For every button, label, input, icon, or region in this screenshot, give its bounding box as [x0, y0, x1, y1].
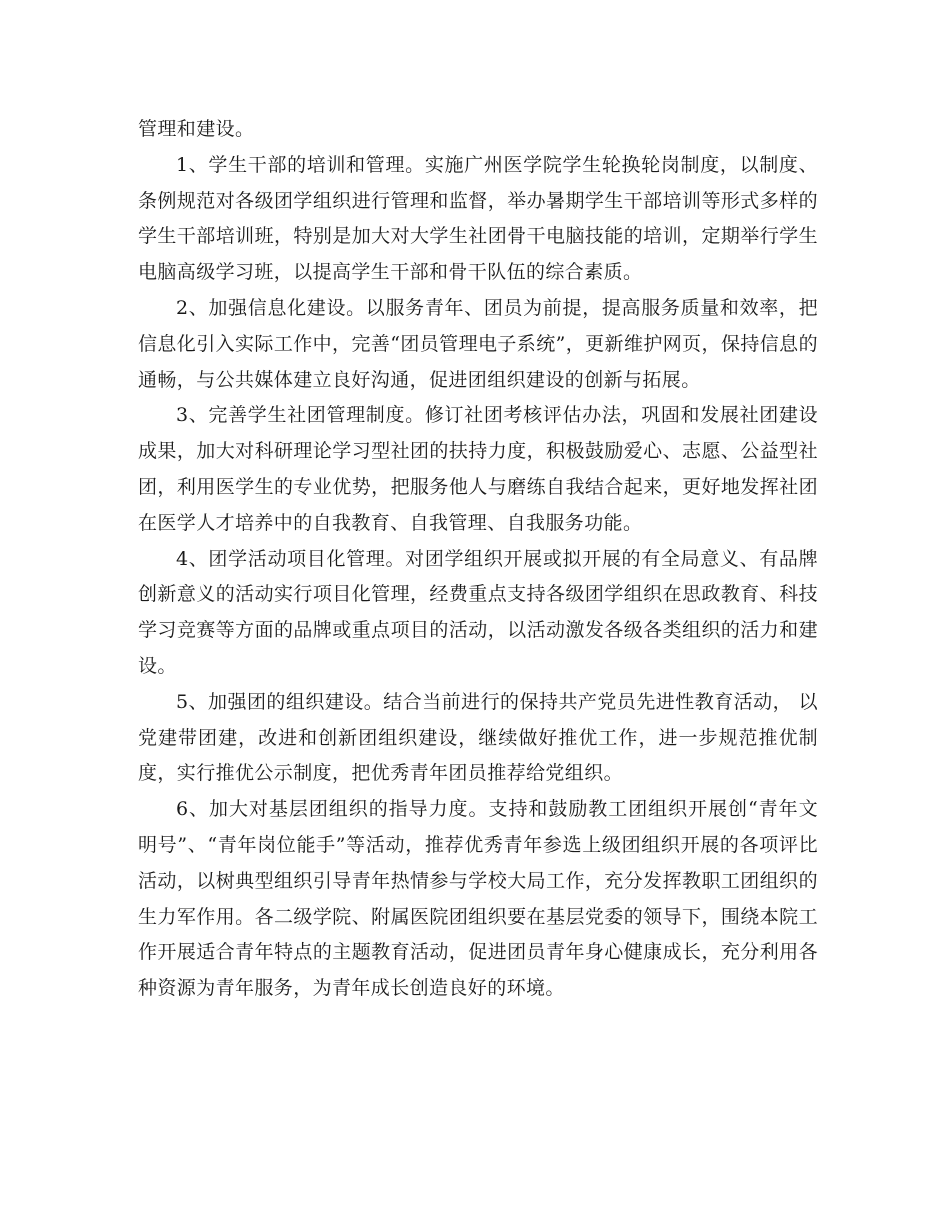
paragraph-item-2: 2、加强信息化建设。以服务青年、团员为前提，提高服务质量和效率，把信息化引入实际工作中，完善“团员管理电子系统”，更新维护网页，保持信息的通畅，与公共媒体建立良好沟通，促进团组织建设的创新与拓展。	[138, 296, 818, 391]
paragraph-item-5: 5、加强团的组织建设。结合当前进行的保持共产党员先进性教育活动， 以党建带团建，改进和创新团组织建设，继续做好推优工作，进一步规范推优制度，实行推优公示制度，把优秀青年团员推荐给党组织。	[138, 690, 818, 785]
paragraph-continuation: 管理和建设。	[138, 118, 255, 140]
document-body	[138, 112, 818, 1007]
paragraph-item-1: 1、学生干部的培训和管理。实施广州医学院学生轮换轮岗制度，以制度、条例规范对各级团学组织进行管理和监督，举办暑期学生干部培训等形式多样的学生干部培训班，特别是加大对大学生社团骨干电脑技能的培训，定期举行学生电脑高级学习班，以提高学生干部和骨干队伍的综合素质。	[138, 153, 818, 284]
paragraph-item-4: 4、团学活动项目化管理。对团学组织开展或拟开展的有全局意义、有品牌创新意义的活动实行项目化管理，经费重点支持各级团学组织在思政教育、科技学习竞赛等方面的品牌或重点项目的活动，以活动激发各级各类组织的活力和建设。	[138, 547, 818, 677]
paragraph-item-3: 3、完善学生社团管理制度。修订社团考核评估办法，巩固和发展社团建设成果，加大对科研理论学习型社团的扶持力度，积极鼓励爱心、志愿、公益型社团，利用医学生的专业优势，把服务他人与磨练自我结合起来，更好地发挥社团在医学人才培养中的自我教育、自我管理、自我服务功能。	[138, 404, 818, 534]
paragraph-item-6: 6、加大对基层团组织的指导力度。支持和鼓励教工团组织开展创“青年文明号”、“青年岗位能手”等活动，推荐优秀青年参选上级团组织开展的各项评比活动，以树典型组织引导青年热情参与学校大局工作，充分发挥教职工团组织的生力军作用。各二级学院、附属医院团组织要在基层党委的领导下，围绕本院工作开展适合青年特点的主题教育活动，促进团员青年身心健康成长，充分利用各种资源为青年服务，为青年成长创造良好的环境。	[138, 798, 818, 1000]
